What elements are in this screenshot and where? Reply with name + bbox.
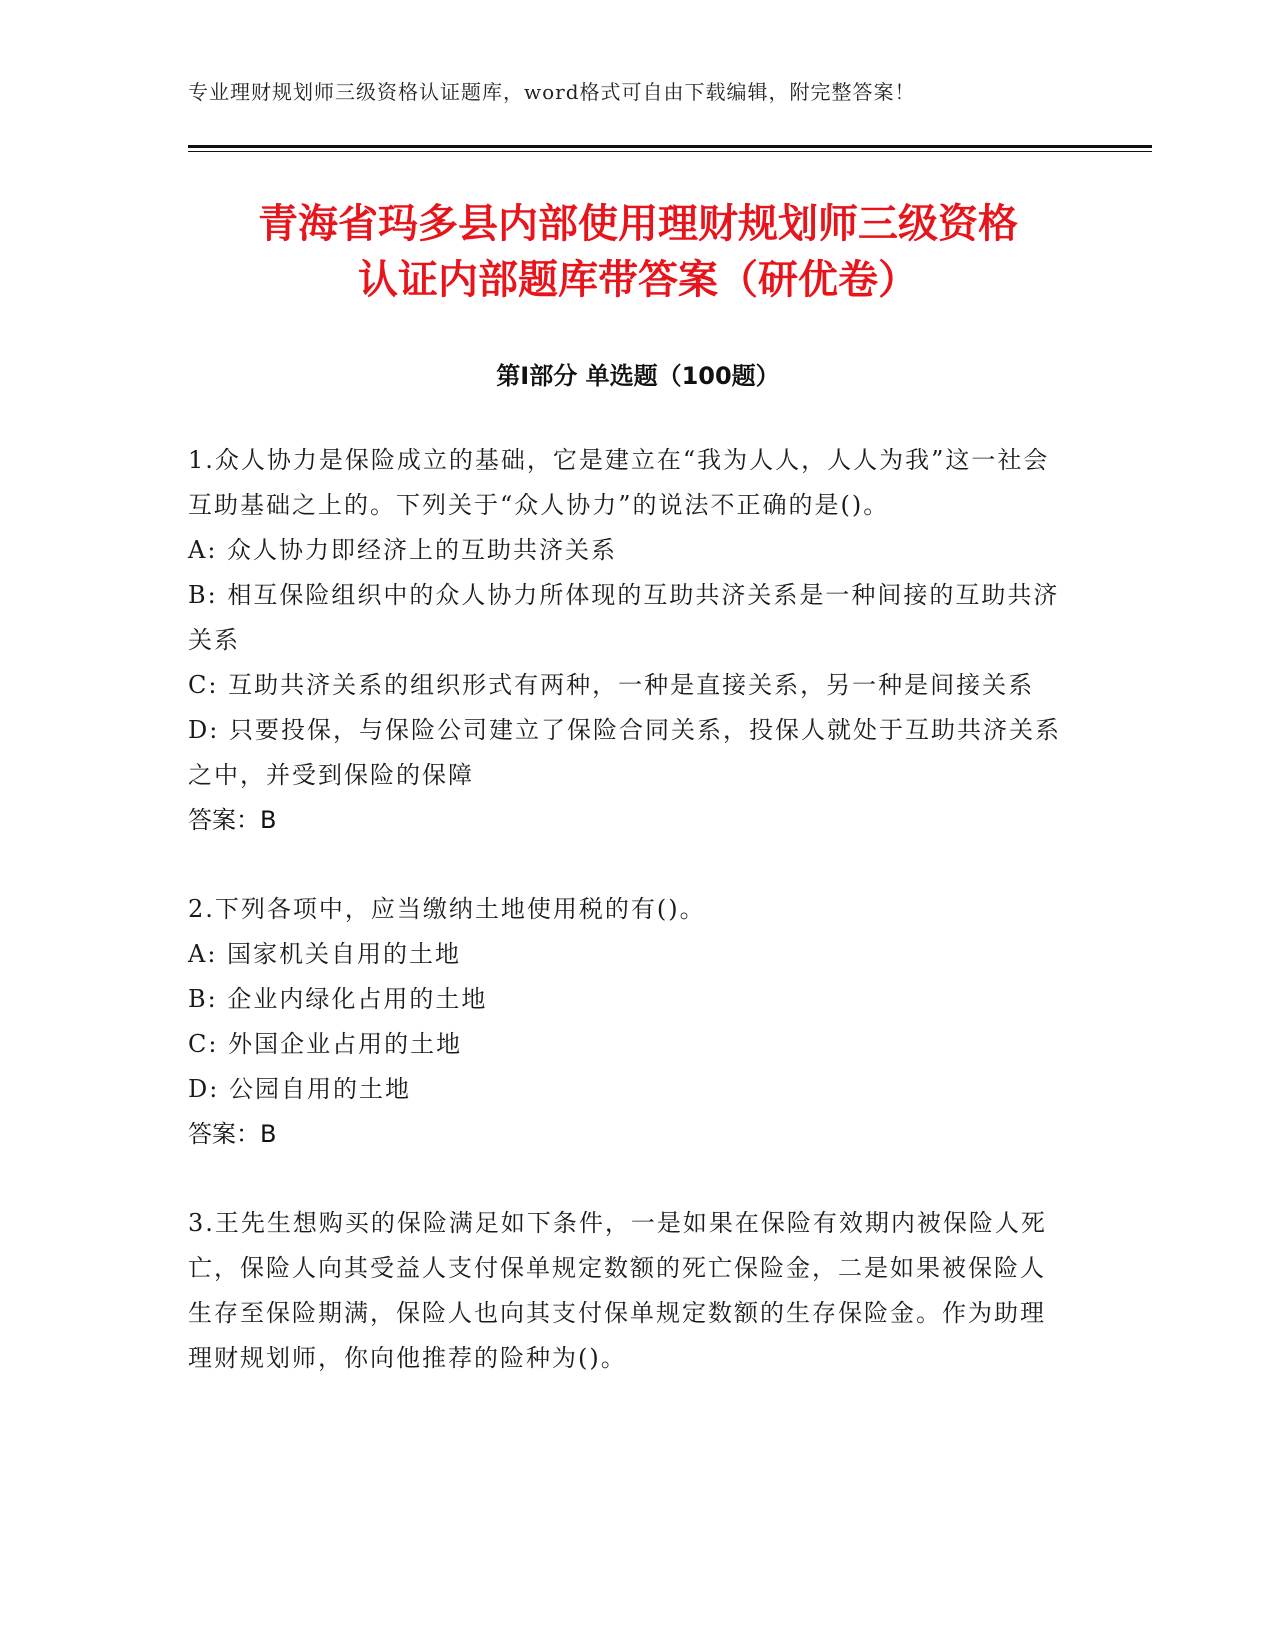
document-title [188,196,1088,308]
section-heading: 第Ⅰ部分 单选题（100题） [496,362,780,390]
answer: 答案：B [188,806,277,834]
option-b: B: 相互保险组织中的众人协力所体现的互助共济关系是一种间接的互助共济关系 [188,581,1060,654]
question-stem: 2.下列各项中，应当缴纳土地使用税的有()。 [188,895,706,923]
question-1 [188,438,1068,843]
header-note: 专业理财规划师三级资格认证题库，word格式可自由下载编辑，附完整答案！ [188,80,916,104]
question-2 [188,887,1068,1157]
option-c: C: 外国企业占用的土地 [188,1030,463,1058]
answer: 答案：B [188,1120,277,1148]
option-a: A: 国家机关自用的土地 [188,940,462,968]
option-d: D: 只要投保，与保险公司建立了保险合同关系，投保人就处于互助共济关系之中，并受到保险的保障 [188,716,1061,789]
header-rule-thick [188,145,1152,148]
header-rule-thin [188,151,1152,152]
question-3 [188,1201,1068,1381]
title-line-1: 青海省玛多县内部使用理财规划师三级资格 [258,201,1018,247]
question-stem: 3.王先生想购买的保险满足如下条件，一是如果在保险有效期内被保险人死亡，保险人向其受益人支付保单规定数额的死亡保险金，二是如果被保险人生存至保险期满，保险人也向其支付保单规定数额的生存保险金。作为助理理财规划师，你向他推荐的险种为()。 [188,1209,1047,1372]
option-d: D: 公园自用的土地 [188,1075,411,1103]
option-b: B: 企业内绿化占用的土地 [188,985,488,1013]
option-c: C: 互助共济关系的组织形式有两种，一种是直接关系，另一种是间接关系 [188,671,1035,699]
option-a: A: 众人协力即经济上的互助共济关系 [188,536,618,564]
question-stem: 1.众人协力是保险成立的基础，它是建立在“我为人人，人人为我”这一社会互助基础之上的。下列关于“众人协力”的说法不正确的是()。 [188,446,1050,519]
question-list [188,438,1068,1425]
title-line-2: 认证内部题库带答案（研优卷） [358,257,918,303]
